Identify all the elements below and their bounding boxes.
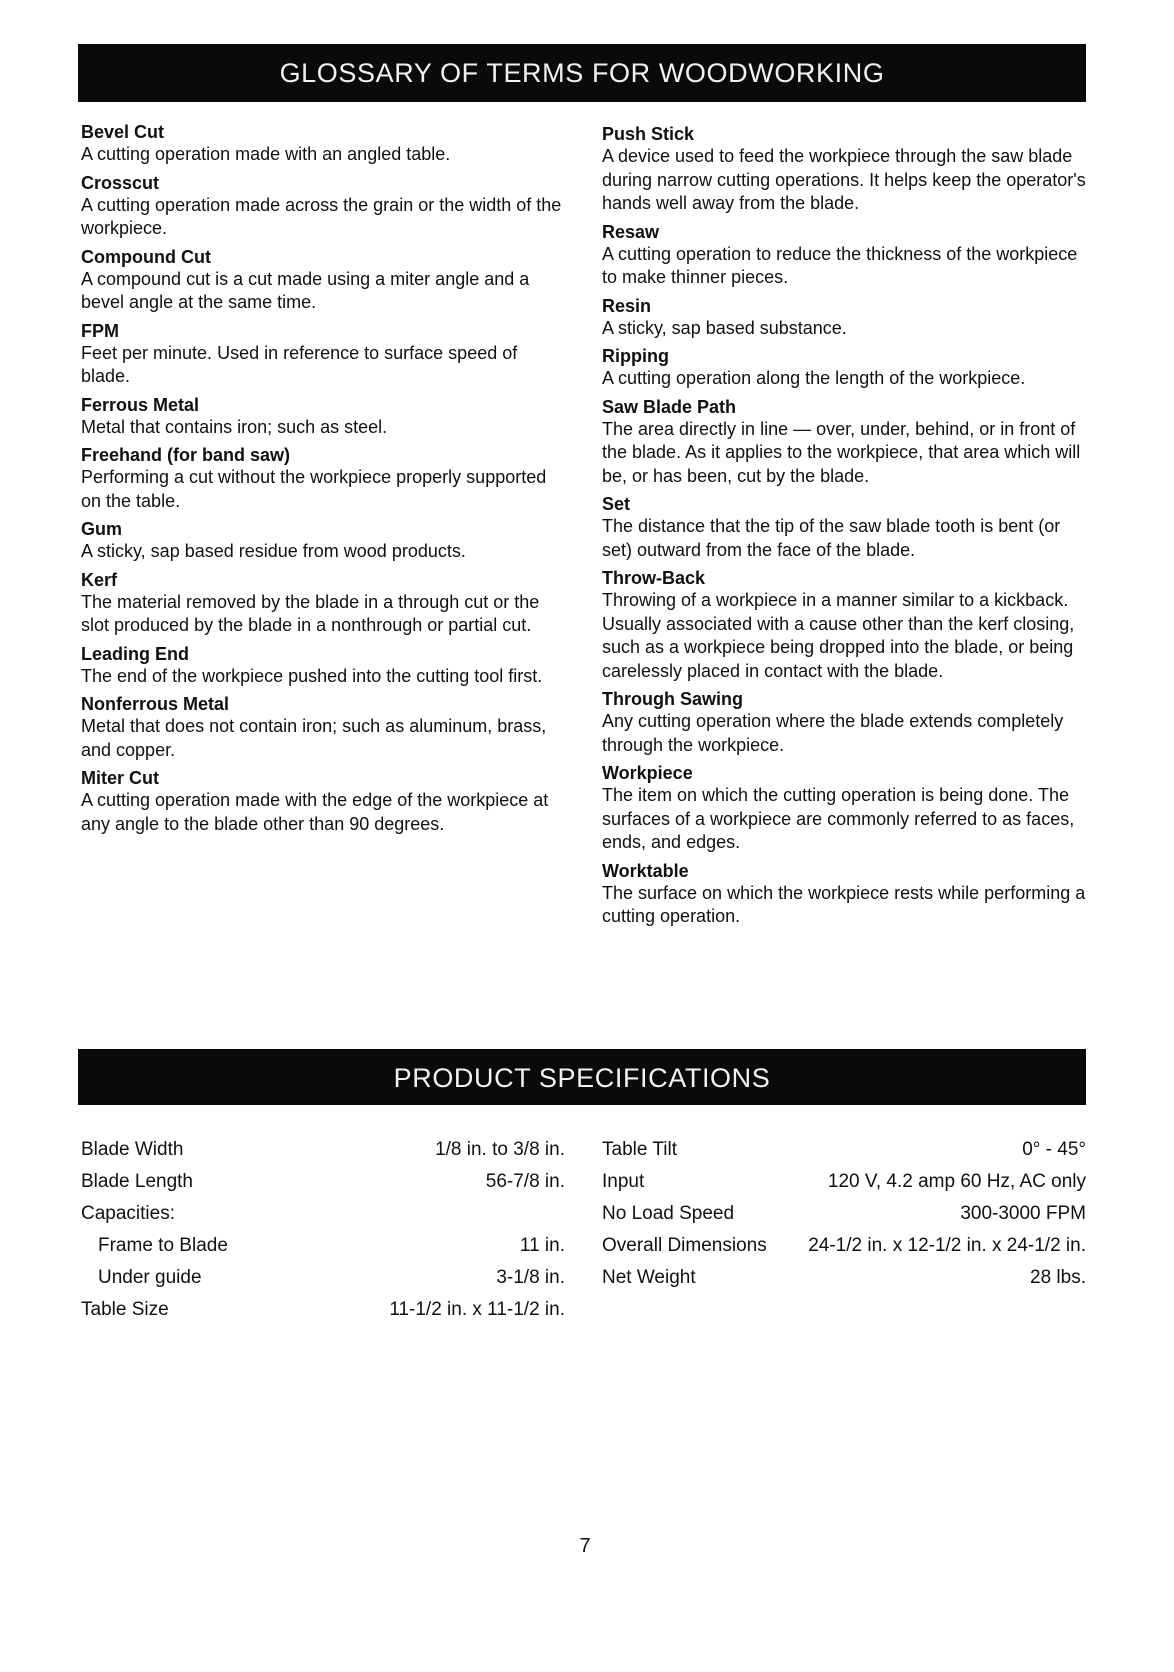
glossary-definition: A device used to feed the workpiece through the saw blade during narrow cutting operations. It helps keep the operator's hands well away from the blade. [602, 146, 1086, 213]
spec-row [81, 1167, 565, 1199]
spec-value: 300-3000 FPM [960, 1203, 1086, 1224]
glossary-definition: The surface on which the workpiece rests while performing a cutting operation. [602, 882, 1086, 926]
spec-value: 1/8 in. to 3/8 in. [435, 1139, 565, 1160]
glossary-definition: Performing a cut without the workpiece properly supported on the table. [81, 467, 547, 511]
glossary-term: Crosscut [81, 172, 160, 193]
spec-value: 28 lbs. [1030, 1267, 1086, 1288]
glossary-term: Miter Cut [81, 768, 159, 788]
glossary-term: Workpiece [602, 763, 693, 783]
glossary-term: Worktable [602, 860, 689, 881]
glossary-definition: The area directly in line — over, under, behind, or in front of the blade. As it applies to the workpiece, that area which will be, or has been, cut by the blade. [602, 418, 1081, 486]
glossary-entry [81, 320, 571, 389]
glossary-entry [602, 567, 1092, 683]
specifications-right-table [602, 1135, 1086, 1295]
glossary-term: Set [602, 494, 631, 514]
glossary-definition: A cutting operation made with an angled table. [81, 144, 451, 164]
glossary-entry [602, 762, 1092, 855]
spec-row [81, 1231, 565, 1263]
spec-row [602, 1231, 1086, 1263]
glossary-definition: A cutting operation along the length of the workpiece. [602, 368, 1026, 388]
glossary-entry [81, 444, 571, 513]
glossary-entry [602, 345, 1092, 391]
spec-value: 3-1/8 in. [496, 1267, 565, 1288]
glossary-definition: Metal that contains iron; such as steel. [81, 416, 388, 437]
glossary-term: Compound Cut [81, 246, 211, 267]
spec-row [602, 1167, 1086, 1199]
glossary-term: Ripping [602, 346, 669, 366]
glossary-definition: A cutting operation made with the edge of the workpiece at any angle to the blade other than 90 degrees. [81, 790, 549, 834]
spec-row [602, 1263, 1086, 1295]
glossary-entry [81, 693, 571, 762]
glossary-entry [81, 643, 571, 689]
glossary-definition: A compound cut is a cut made using a miter angle and a bevel angle at the same time. [81, 268, 530, 312]
glossary-term: Freehand (for band saw) [81, 445, 291, 465]
glossary-term: Gum [81, 519, 123, 539]
glossary-term: Ferrous Metal [81, 394, 200, 415]
specifications-left-table [81, 1135, 565, 1327]
glossary-entry [81, 246, 571, 315]
glossary-entry [602, 123, 1092, 216]
glossary-entry [602, 860, 1092, 929]
spec-row [81, 1135, 565, 1167]
glossary-term: Resin [602, 295, 652, 316]
spec-value: 24-1/2 in. x 12-1/2 in. x 24-1/2 in. [808, 1235, 1086, 1256]
specifications-title: PRODUCT SPECIFICATIONS [78, 1049, 1086, 1105]
spec-label: Frame to Blade [98, 1235, 228, 1256]
spec-value: 120 V, 4.2 amp 60 Hz, AC only [827, 1171, 1086, 1192]
spec-value: 11-1/2 in. x 11-1/2 in. [389, 1299, 565, 1320]
glossary-term: Bevel Cut [81, 122, 165, 142]
spec-label: Table Tilt [602, 1139, 677, 1160]
glossary-term: FPM [81, 320, 119, 341]
glossary-right-column [602, 123, 1092, 934]
spec-label: Net Weight [602, 1267, 696, 1288]
spec-row [602, 1135, 1086, 1167]
glossary-definition: A cutting operation to reduce the thickness of the workpiece to make thinner pieces. [602, 243, 1078, 287]
glossary-left-column [81, 121, 571, 841]
glossary-definition: The material removed by the blade in a through cut or the slot produced by the blade in a nonthrough or partial cut. [81, 591, 540, 635]
glossary-entry [81, 767, 571, 836]
glossary-title: GLOSSARY OF TERMS FOR WOODWORKING [78, 44, 1086, 102]
glossary-entry [602, 688, 1092, 757]
spec-row [81, 1295, 565, 1327]
glossary-definition: Any cutting operation where the blade extends completely through the workpiece. [602, 711, 1064, 755]
glossary-term: Kerf [81, 569, 118, 590]
spec-label: Table Size [81, 1299, 169, 1320]
glossary-term: Push Stick [602, 124, 695, 144]
glossary-definition: The distance that the tip of the saw blade tooth is bent (or set) outward from the face of the blade. [602, 516, 1061, 560]
glossary-definition: A sticky, sap based residue from wood products. [81, 541, 466, 561]
glossary-term: Throw-Back [602, 568, 706, 588]
glossary-definition: A sticky, sap based substance. [602, 317, 847, 338]
glossary-term: Resaw [602, 221, 660, 242]
spec-label: Under guide [98, 1267, 202, 1288]
spec-label: No Load Speed [602, 1203, 735, 1224]
glossary-definition: Throwing of a workpiece in a manner similar to a kickback. Usually associated with a cause other than the kerf closing, such as a workpiece being dropped into the blade, or being carelessly placed in contact with the blade. [602, 590, 1075, 681]
glossary-definition: A cutting operation made across the grain or the width of the workpiece. [81, 194, 562, 238]
glossary-definition: Feet per minute. Used in reference to surface speed of blade. [81, 342, 518, 386]
glossary-term: Saw Blade Path [602, 396, 737, 417]
glossary-entry [602, 295, 1092, 341]
spec-label: Overall Dimensions [602, 1235, 767, 1256]
glossary-entry [81, 518, 571, 564]
glossary-definition: The end of the workpiece pushed into the cutting tool first. [81, 665, 543, 686]
spec-value: 56-7/8 in. [485, 1171, 565, 1192]
glossary-entry [81, 121, 571, 167]
spec-label: Blade Width [81, 1139, 184, 1160]
spec-row [81, 1199, 565, 1231]
spec-label: Capacities: [81, 1203, 175, 1224]
glossary-entry [81, 172, 571, 241]
spec-label: Input [602, 1171, 645, 1192]
spec-row [81, 1263, 565, 1295]
spec-label: Blade Length [81, 1171, 193, 1192]
glossary-entry [602, 493, 1092, 562]
glossary-term: Through Sawing [602, 689, 743, 709]
glossary-definition: Metal that does not contain iron; such as aluminum, brass, and copper. [81, 716, 547, 760]
spec-row [602, 1199, 1086, 1231]
glossary-entry [81, 569, 571, 638]
page-number: 7 [579, 1535, 591, 1557]
glossary-entry [602, 221, 1092, 290]
glossary-definition: The item on which the cutting operation is being done. The surfaces of a workpiece are commonly referred to as faces, ends, and edges. [602, 785, 1075, 852]
glossary-term: Leading End [81, 643, 189, 664]
spec-value: 0° - 45° [1022, 1139, 1086, 1160]
glossary-entry [81, 394, 571, 440]
spec-value: 11 in. [519, 1235, 565, 1256]
glossary-term: Nonferrous Metal [81, 694, 230, 714]
glossary-entry [602, 396, 1092, 489]
